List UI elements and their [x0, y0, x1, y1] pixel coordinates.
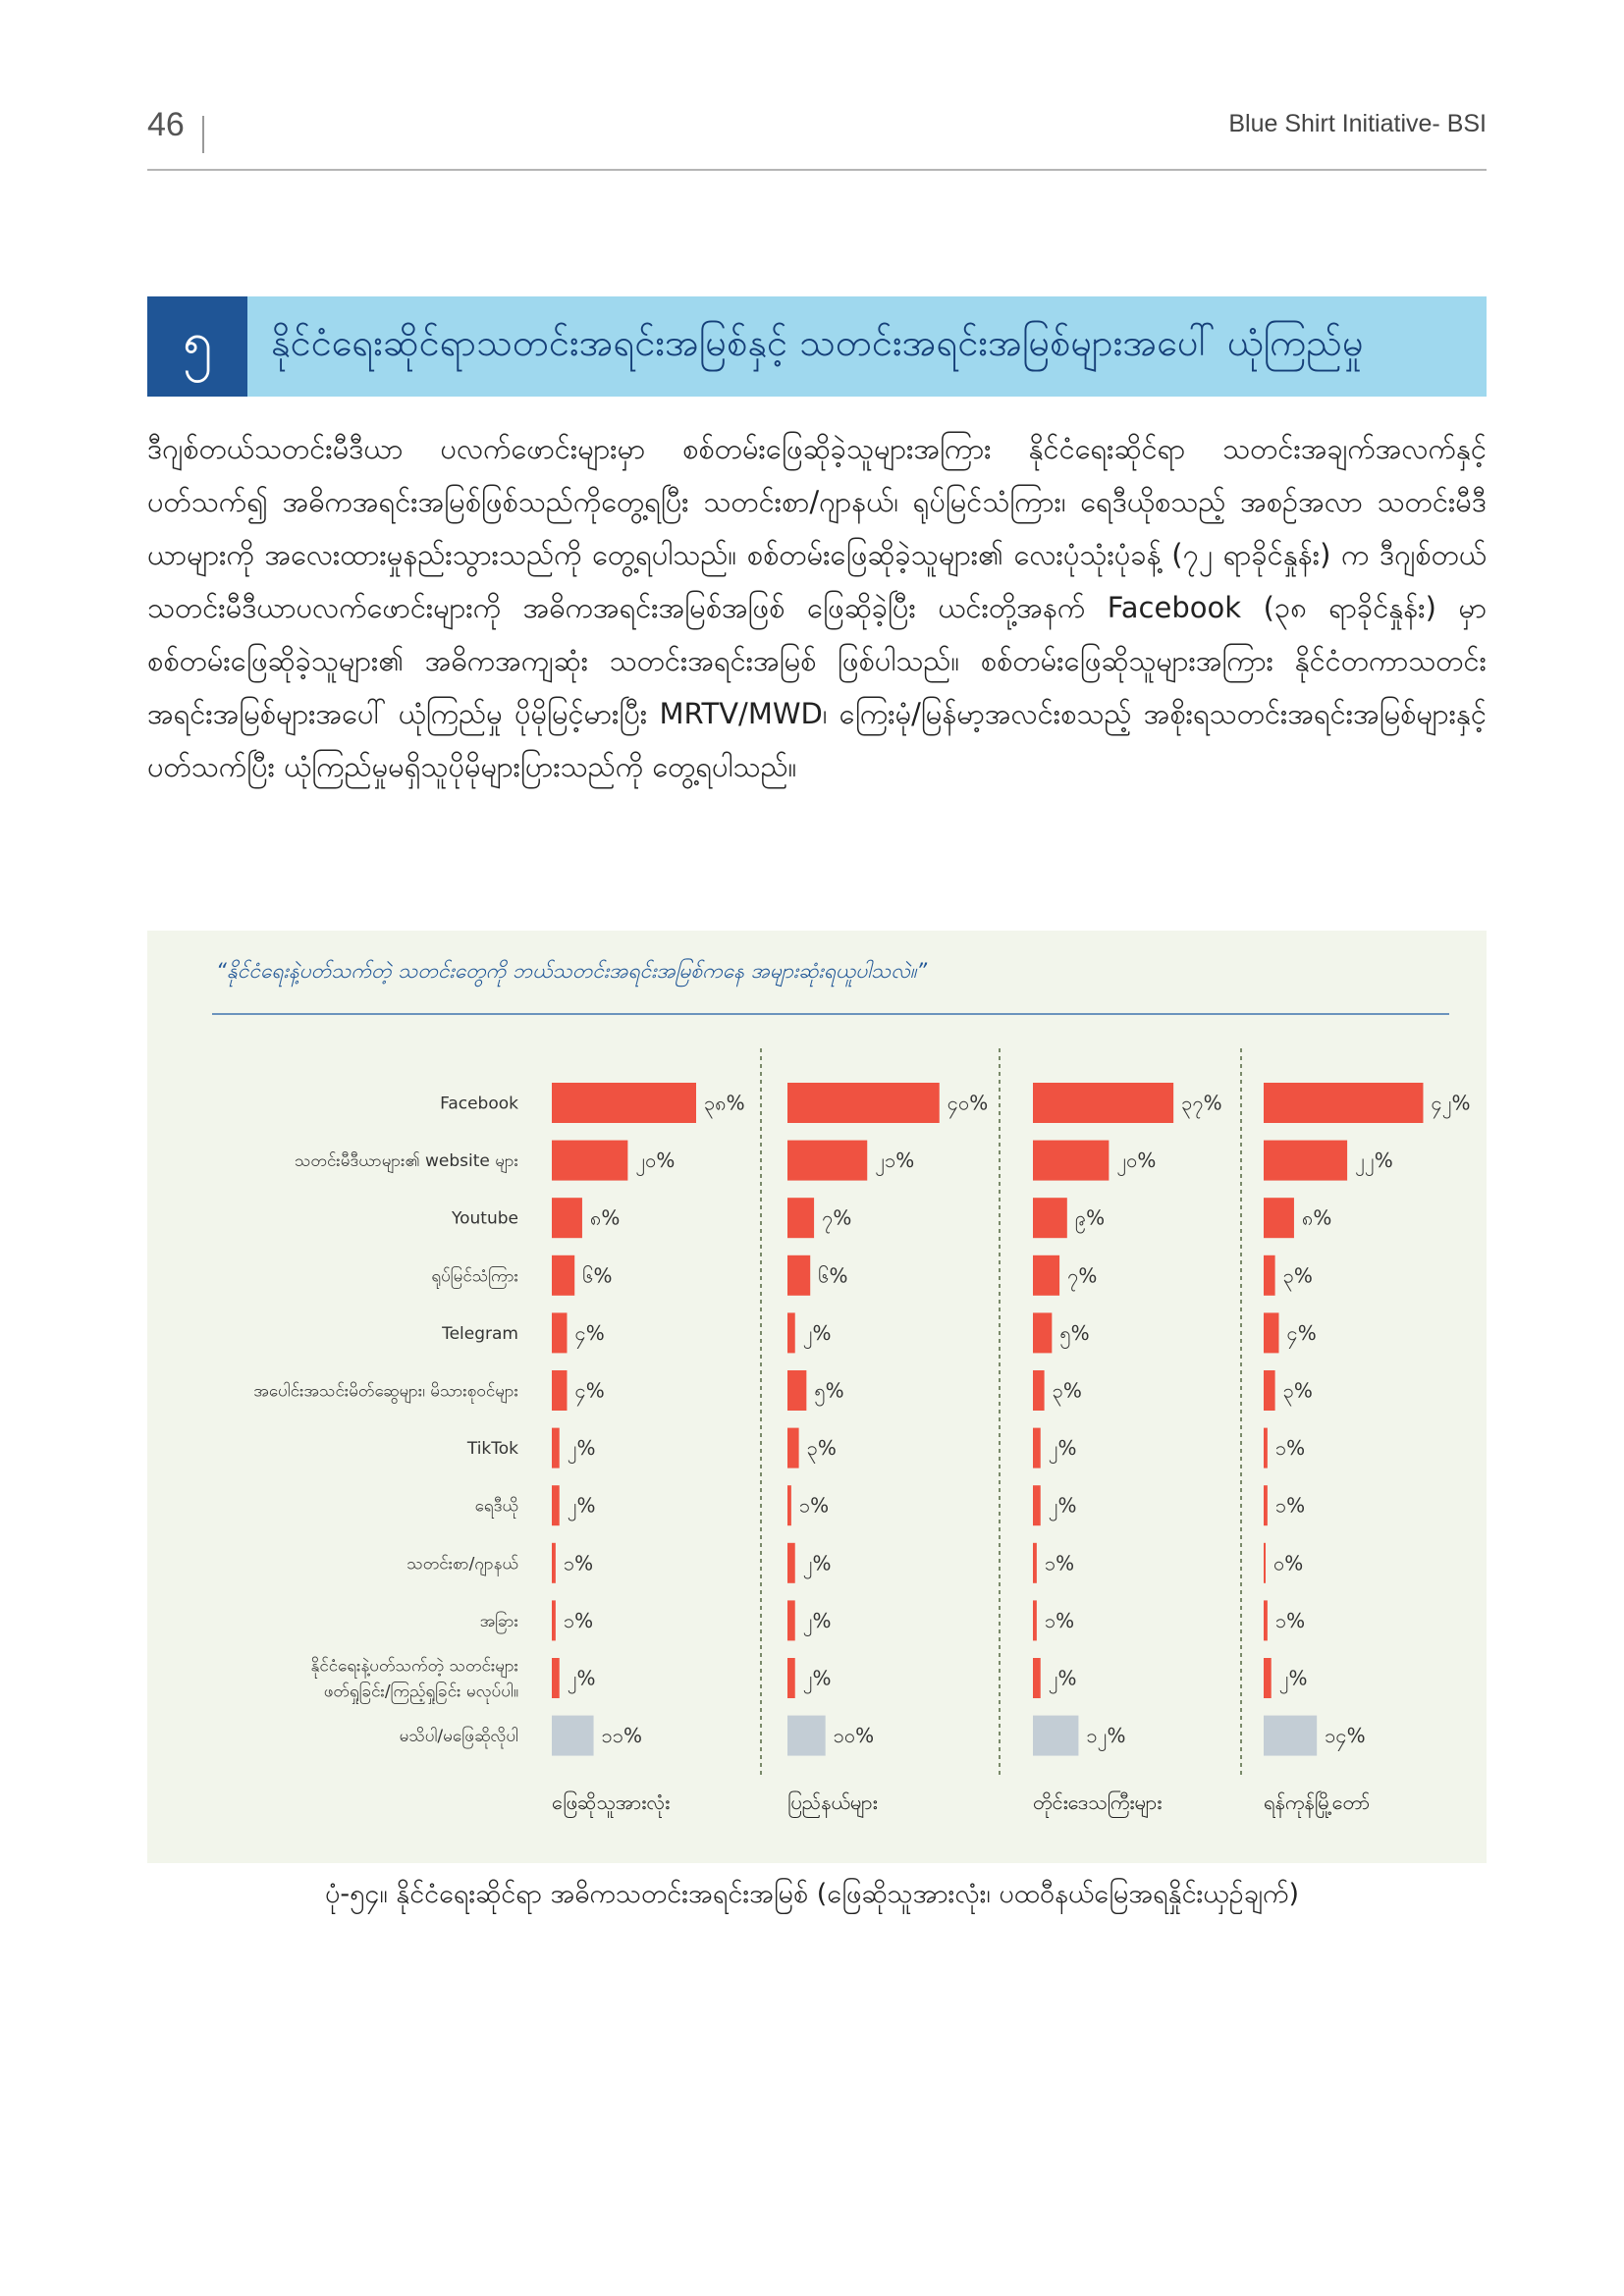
bar	[552, 1255, 574, 1296]
data-label: ၂၀%	[635, 1148, 676, 1173]
data-label: ၁%	[1274, 1436, 1306, 1461]
data-label: ၃၇%	[1181, 1091, 1222, 1115]
data-label: ၁%	[1274, 1608, 1306, 1632]
bar	[1264, 1485, 1268, 1525]
bar	[787, 1141, 867, 1181]
data-label: ၁%	[1044, 1608, 1075, 1632]
data-label: ၃%	[1282, 1378, 1313, 1403]
bar	[552, 1600, 556, 1640]
data-label: ၆%	[582, 1263, 613, 1288]
section-banner	[147, 296, 1487, 397]
category-label: ရုပ်မြင်သံကြား	[431, 1266, 518, 1287]
bar	[552, 1543, 556, 1583]
bar	[787, 1600, 795, 1640]
data-label: ၂၂%	[1355, 1148, 1393, 1173]
data-label: ၉%	[1074, 1205, 1106, 1230]
data-label: ၁%	[798, 1493, 830, 1518]
bar	[1033, 1600, 1037, 1640]
data-label: ၁%	[563, 1551, 594, 1575]
data-label: ၂%	[567, 1436, 596, 1461]
bar	[1264, 1255, 1275, 1296]
bar	[787, 1083, 940, 1123]
category-label: မသိပါ/မဖြေဆိုလိုပါ	[399, 1727, 518, 1747]
organization-name: Blue Shirt Initiative- BSI	[1228, 110, 1487, 137]
bar	[1033, 1312, 1052, 1353]
chart-panel	[147, 931, 1487, 1863]
category-label: Youtube	[452, 1208, 518, 1229]
bar	[552, 1485, 560, 1525]
data-label: ၁%	[1044, 1551, 1075, 1575]
data-label: ၁၁%	[601, 1724, 643, 1748]
category-label: ရေဒီယို	[474, 1496, 518, 1517]
data-label: ၃၈%	[704, 1091, 745, 1115]
series-label: ဖြေဆိုသူအားလုံး	[552, 1790, 671, 1814]
bar	[1264, 1141, 1347, 1181]
figure-caption: ပုံ-၅၄။ နိုင်ငံရေးဆိုင်ရာ အဓိကသတင်းအရင်းအမြစ် (ဖြေဆိုသူအားလုံး၊ ပထဝီနယ်မြေအရနှိုင်းယှဉ်ချက်)	[324, 1879, 1300, 1909]
bar	[552, 1312, 567, 1353]
data-label: ၄၂%	[1431, 1091, 1471, 1115]
data-label: ၁%	[563, 1608, 594, 1632]
bar	[552, 1716, 594, 1756]
data-label: ၄၀%	[947, 1091, 989, 1115]
bar	[787, 1255, 810, 1296]
bar	[552, 1083, 696, 1123]
bar	[1264, 1428, 1268, 1468]
data-label: ၂%	[802, 1320, 832, 1345]
data-label: ၃%	[1282, 1263, 1313, 1288]
bar	[1033, 1716, 1078, 1756]
category-label: အခြား	[479, 1611, 518, 1631]
data-label: ၂%	[802, 1666, 832, 1690]
bar	[1033, 1370, 1045, 1411]
data-label: ၂%	[1048, 1493, 1077, 1518]
header-rule	[147, 169, 1487, 171]
category-label: အပေါင်းအသင်းမိတ်ဆွေများ၊ မိသားစုဝင်များ	[253, 1381, 518, 1402]
bar	[1264, 1600, 1268, 1640]
category-label: Telegram	[442, 1323, 518, 1344]
bar	[552, 1428, 560, 1468]
series-label: ရန်ကုန်မြို့တော်	[1264, 1790, 1371, 1814]
series-label: တိုင်းဒေသကြီးများ	[1033, 1790, 1163, 1814]
body-paragraph: ဒီဂျစ်တယ်သတင်းမီဒီယာ ပလက်ဖောင်းများမှာ စစ်တမ်းဖြေဆိုခဲ့သူများအကြား နိုင်ငံရေးဆိုင်ရာ သတင်းအချက်အလက်နှင့်ပတ်သက်၍ အဓိကအရင်းအမြစ်ဖြစ်သည်ကိုတွေ့ရပြီး သတင်းစာ/ဂျာနယ်၊ ရုပ်မြင်သံကြား၊ ရေဒီယိုစသည့် အစဉ်အလာ သတင်းမီဒီယာများကို အလေးထားမှုနည်းသွားသည်ကို တွေ့ရပါသည်။ စစ်တမ်းဖြေဆိုခဲ့သူများ၏ လေးပုံသုံးပုံခန့် (၇၂ ရာခိုင်နှုန်း) က ဒီဂျစ်တယ် သတင်းမီဒီယာပလက်ဖောင်းများကို အဓိကအရင်းအမြစ်အဖြစ် ဖြေဆိုခဲ့ပြီး ယင်းတို့အနက် Facebook (၃၈ ရာခိုင်နှုန်း) မှာ စစ်တမ်းဖြေဆိုခဲ့သူများ၏ အဓိကအကျဆုံး သတင်းအရင်းအမြစ် ဖြစ်ပါသည်။ စစ်တမ်းဖြေဆိုသူများအကြား နိုင်ငံတကာသတင်းအရင်းအမြစ်များအပေါ် ယုံကြည်မှု ပိုမိုမြင့်မားပြီး MRTV/MWD၊ ကြေးမုံ/မြန်မာ့အလင်းစသည့် အစိုးရသတင်းအရင်းအမြစ်များနှင့် ပတ်သက်ပြီး ယုံကြည်မှုမရှိသူပိုမိုများပြားသည်ကို တွေ့ရပါသည်။	[147, 432, 1487, 783]
bar	[787, 1543, 795, 1583]
data-label: ၂%	[567, 1666, 596, 1690]
bar	[552, 1658, 560, 1698]
category-label: TikTok	[466, 1439, 518, 1460]
bar	[1264, 1370, 1275, 1411]
bar	[1033, 1485, 1041, 1525]
bar	[1033, 1428, 1041, 1468]
header-separator	[202, 116, 204, 153]
bar	[1033, 1255, 1059, 1296]
bar	[552, 1198, 582, 1238]
data-label: ၆%	[818, 1263, 848, 1288]
data-label: ၄%	[574, 1378, 605, 1403]
bar	[787, 1370, 806, 1411]
data-label: ၂၁%	[875, 1148, 915, 1173]
chart-question: “နိုင်ငံရေးနဲ့ပတ်သက်တဲ့ သတင်းတွေကို ဘယ်သတင်းအရင်းအမြစ်ကနေ အများဆုံးရယူပါသလဲ။”	[216, 959, 928, 983]
data-label: ၇%	[1067, 1263, 1098, 1288]
series-label: ပြည်နယ်များ	[787, 1790, 878, 1814]
data-label: ၂%	[802, 1551, 832, 1575]
data-label: ၁၀%	[833, 1724, 875, 1748]
data-label: ၂၀%	[1116, 1148, 1157, 1173]
category-label: သတင်းမီဒီယာများ၏ website များ	[294, 1151, 518, 1172]
data-label: ၁၂%	[1086, 1724, 1126, 1748]
bar	[787, 1485, 791, 1525]
page-number: 46	[147, 106, 185, 143]
data-label: ၃%	[1052, 1378, 1082, 1403]
category-label: သတင်းစာ/ဂျာနယ်	[406, 1554, 518, 1575]
section-number: ၅	[147, 296, 247, 397]
bar	[1264, 1543, 1266, 1583]
category-label: Facebook	[440, 1094, 518, 1114]
bar	[787, 1198, 814, 1238]
bar	[552, 1370, 567, 1411]
category-label: နိုင်ငံရေးနဲ့ပတ်သက်တဲ့ သတင်းများဖတ်ရှုခြင်း/ကြည့်ရှုခြင်း မလုပ်ပါ။	[310, 1656, 518, 1702]
data-label: ၀%	[1273, 1551, 1304, 1575]
data-label: ၂%	[1048, 1436, 1077, 1461]
data-label: ၃%	[806, 1436, 837, 1461]
data-label: ၂%	[567, 1493, 596, 1518]
bar	[1033, 1083, 1173, 1123]
bar	[787, 1428, 799, 1468]
data-label: ၁%	[1274, 1493, 1306, 1518]
data-label: ၇%	[822, 1205, 852, 1230]
bar	[1264, 1716, 1317, 1756]
bar	[1033, 1658, 1041, 1698]
data-label: ၁၄%	[1325, 1724, 1366, 1748]
bar	[787, 1658, 795, 1698]
section-title: နိုင်ငံရေးဆိုင်ရာသတင်းအရင်းအမြစ်နှင့် သတင်းအရင်းအမြစ်များအပေါ် ယုံကြည်မှု	[271, 321, 1364, 364]
bar	[787, 1312, 795, 1353]
data-label: ၅%	[814, 1378, 844, 1403]
data-label: ၈%	[589, 1205, 621, 1230]
bar	[787, 1716, 826, 1756]
data-label: ၂%	[802, 1608, 832, 1632]
data-label: ၄%	[574, 1320, 605, 1345]
data-label: ၂%	[1048, 1666, 1077, 1690]
bar	[1264, 1198, 1294, 1238]
data-label: ၅%	[1059, 1320, 1090, 1345]
data-label: ၈%	[1301, 1205, 1332, 1230]
data-label: ၂%	[1278, 1666, 1308, 1690]
bar	[1264, 1312, 1278, 1353]
bar-chart	[147, 931, 1487, 1863]
bar	[1033, 1543, 1037, 1583]
bar	[552, 1141, 627, 1181]
bar	[1033, 1198, 1067, 1238]
bar	[1033, 1141, 1109, 1181]
bar	[1264, 1658, 1272, 1698]
bar	[1264, 1083, 1423, 1123]
data-label: ၄%	[1286, 1320, 1317, 1345]
